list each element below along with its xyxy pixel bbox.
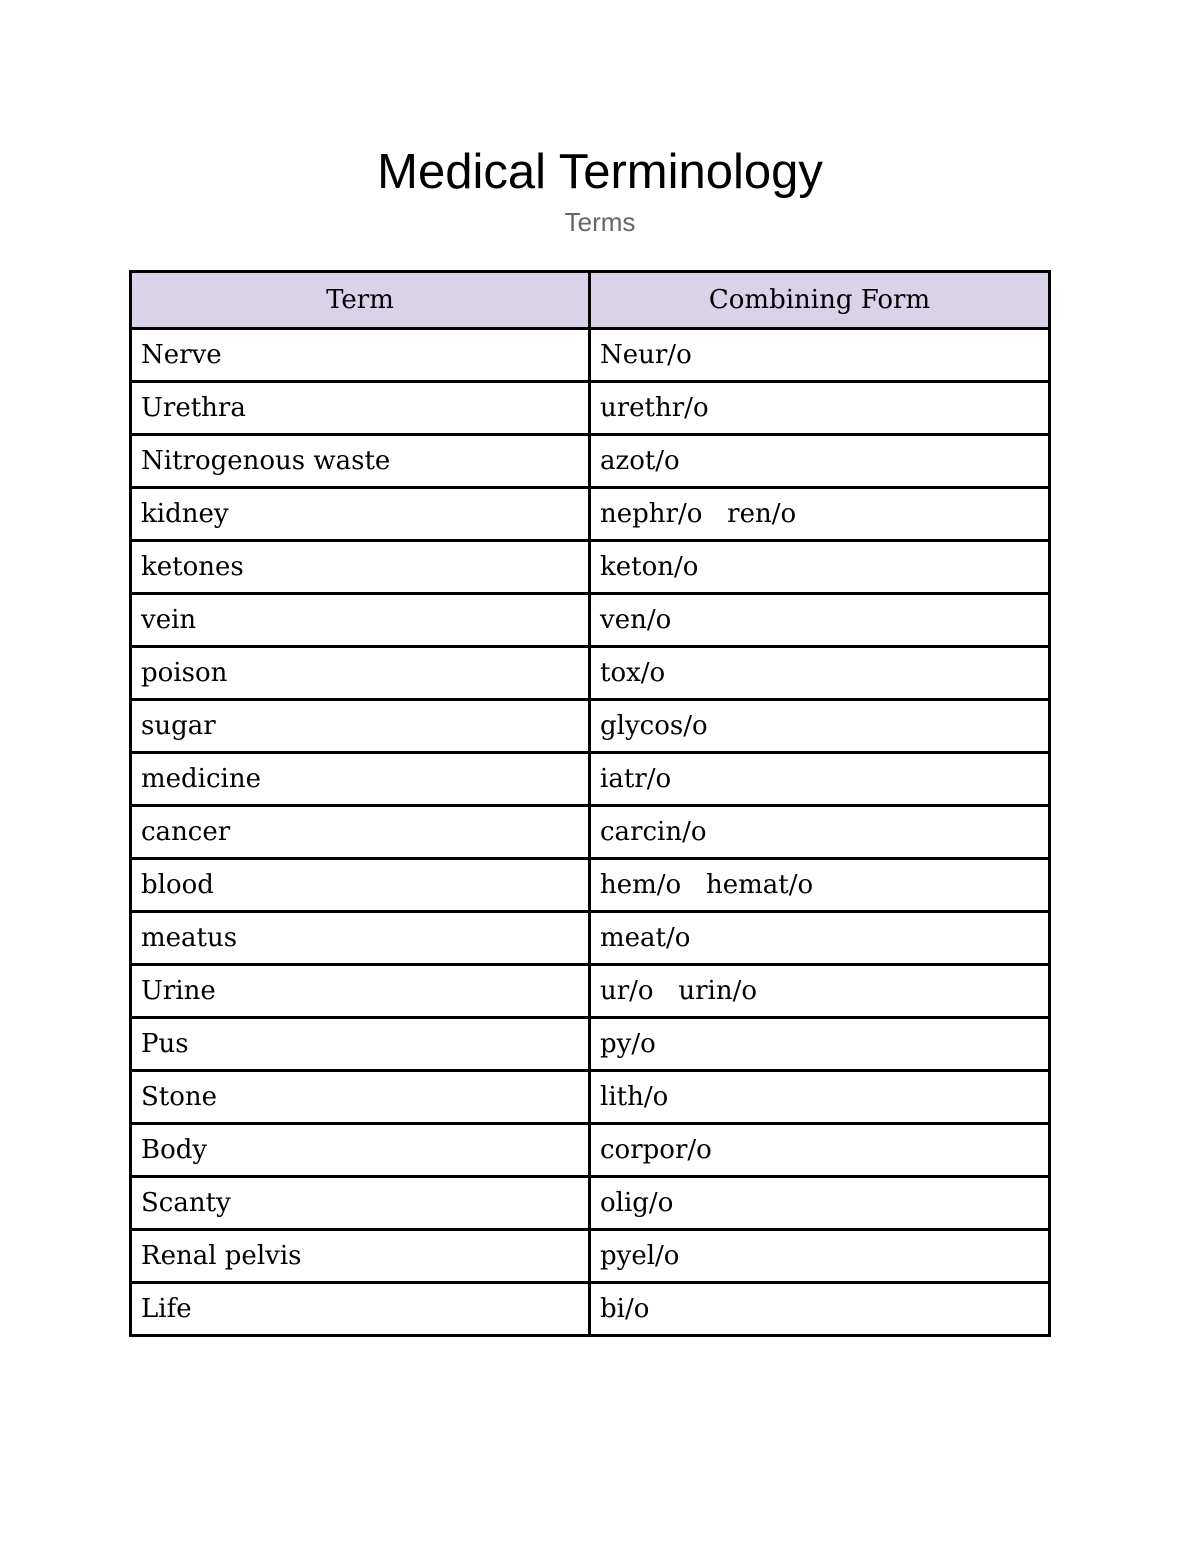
term-cell: ketones bbox=[131, 541, 590, 594]
table-row bbox=[131, 1071, 1050, 1124]
combining-form-cell: glycos/o bbox=[590, 700, 1050, 753]
term-cell: Nerve bbox=[131, 329, 590, 382]
term-cell: blood bbox=[131, 859, 590, 912]
term-cell: Scanty bbox=[131, 1177, 590, 1230]
table-row bbox=[131, 435, 1050, 488]
table-row bbox=[131, 382, 1050, 435]
term-cell: sugar bbox=[131, 700, 590, 753]
combining-form-cell: ur/o urin/o bbox=[590, 965, 1050, 1018]
combining-form-cell: corpor/o bbox=[590, 1124, 1050, 1177]
term-cell: Body bbox=[131, 1124, 590, 1177]
table-row bbox=[131, 965, 1050, 1018]
combining-form-cell: bi/o bbox=[590, 1283, 1050, 1336]
terms-table bbox=[129, 270, 1051, 1337]
combining-form-cell: py/o bbox=[590, 1018, 1050, 1071]
table-row bbox=[131, 647, 1050, 700]
term-cell: kidney bbox=[131, 488, 590, 541]
term-cell: Life bbox=[131, 1283, 590, 1336]
combining-form-cell: ven/o bbox=[590, 594, 1050, 647]
combining-form-cell: nephr/o ren/o bbox=[590, 488, 1050, 541]
combining-form-cell: meat/o bbox=[590, 912, 1050, 965]
term-cell: poison bbox=[131, 647, 590, 700]
column-header-term: Term bbox=[131, 272, 590, 329]
table-header-row bbox=[131, 272, 1050, 329]
table-row bbox=[131, 329, 1050, 382]
term-cell: Nitrogenous waste bbox=[131, 435, 590, 488]
table-row bbox=[131, 806, 1050, 859]
column-header-combining-form: Combining Form bbox=[590, 272, 1050, 329]
table-body bbox=[131, 329, 1050, 1336]
term-cell: meatus bbox=[131, 912, 590, 965]
combining-form-cell: pyel/o bbox=[590, 1230, 1050, 1283]
page-subtitle: Terms bbox=[564, 207, 636, 237]
term-cell: Pus bbox=[131, 1018, 590, 1071]
table-row bbox=[131, 859, 1050, 912]
combining-form-cell: olig/o bbox=[590, 1177, 1050, 1230]
term-cell: vein bbox=[131, 594, 590, 647]
table-row bbox=[131, 912, 1050, 965]
combining-form-cell: tox/o bbox=[590, 647, 1050, 700]
table-row bbox=[131, 541, 1050, 594]
table-row bbox=[131, 488, 1050, 541]
term-cell: Stone bbox=[131, 1071, 590, 1124]
combining-form-cell: hem/o hemat/o bbox=[590, 859, 1050, 912]
term-cell: Renal pelvis bbox=[131, 1230, 590, 1283]
combining-form-cell: carcin/o bbox=[590, 806, 1050, 859]
table-row bbox=[131, 1124, 1050, 1177]
term-cell: medicine bbox=[131, 753, 590, 806]
term-cell: Urethra bbox=[131, 382, 590, 435]
table-row bbox=[131, 1177, 1050, 1230]
combining-form-cell: keton/o bbox=[590, 541, 1050, 594]
combining-form-cell: urethr/o bbox=[590, 382, 1050, 435]
term-cell: Urine bbox=[131, 965, 590, 1018]
page-title: Medical Terminology bbox=[377, 145, 823, 199]
table-row bbox=[131, 700, 1050, 753]
table-row bbox=[131, 594, 1050, 647]
table-row bbox=[131, 753, 1050, 806]
table-row bbox=[131, 1230, 1050, 1283]
combining-form-cell: iatr/o bbox=[590, 753, 1050, 806]
table-row bbox=[131, 1018, 1050, 1071]
table-row bbox=[131, 1283, 1050, 1336]
term-cell: cancer bbox=[131, 806, 590, 859]
combining-form-cell: lith/o bbox=[590, 1071, 1050, 1124]
combining-form-cell: Neur/o bbox=[590, 329, 1050, 382]
combining-form-cell: azot/o bbox=[590, 435, 1050, 488]
